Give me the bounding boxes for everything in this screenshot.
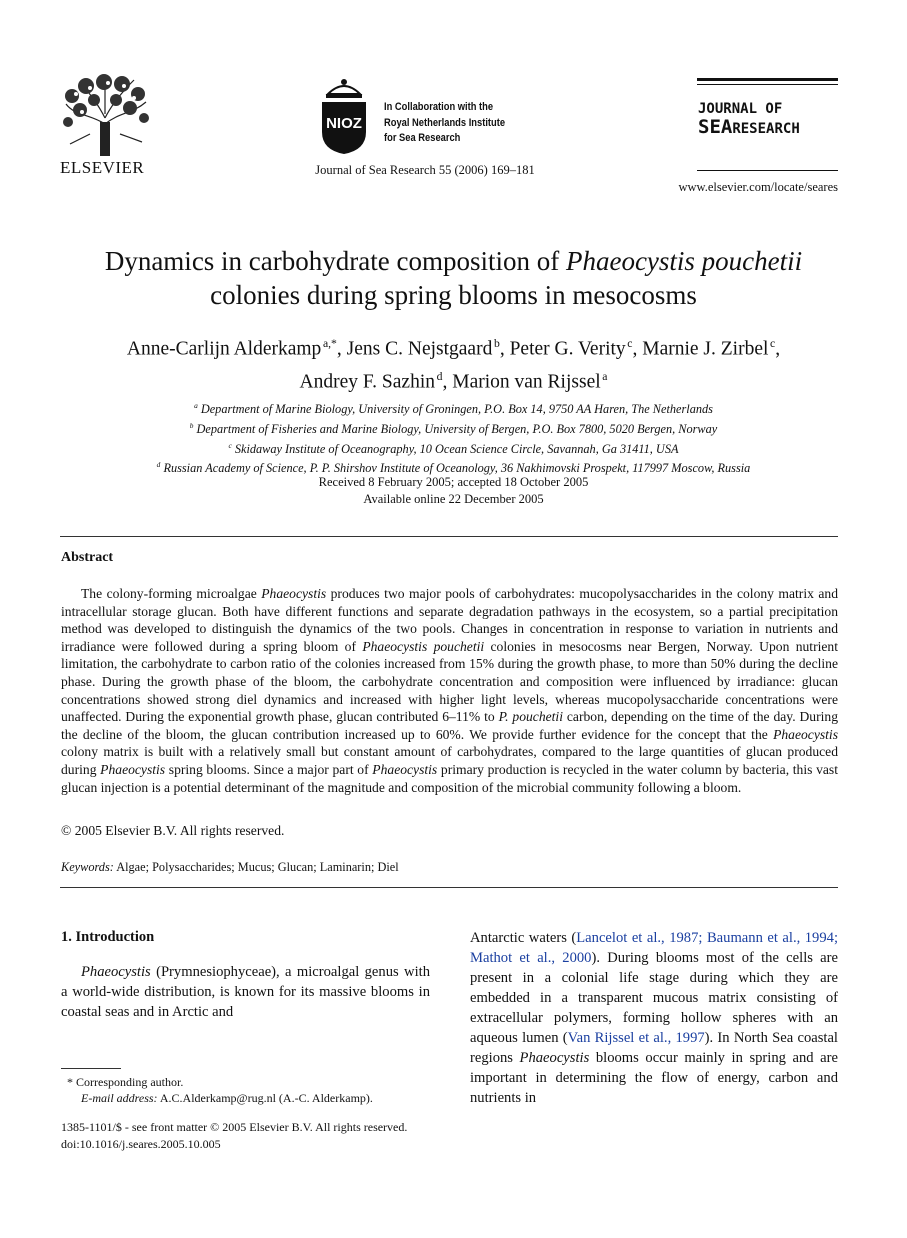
affiliations [60,398,847,477]
affiliation: $^a$ Department of Marine Biology, University of Groningen, P.O. Box 14, 9750 AA Haren, The Netherlands [194,401,713,417]
publisher-name: ELSEVIER [60,158,145,177]
citation-link[interactable]: Lancelot et al., 1987; Baumann et al., 1994; Mathot et al., 2000 [470,930,838,966]
author: Marnie J. Zirbel [642,338,769,360]
author: Marion van Rijssel [452,371,601,392]
front-matter: 1385-1101/$ - see front matter © 2005 Elsevier B.V. All rights reserved. doi:10.1016/j.seares.2005.10.005 [61,1120,408,1151]
journal-citation: Journal of Sea Research 55 (2006) 169–181 [315,163,535,177]
author: Andrey F. Sazhin [299,371,435,392]
nioz-logo [318,76,370,156]
abstract-text: The colony-forming microalgae Phaeocystis produces two major pools of carbohydrates: mucopolysaccharides in the colony matrix and intracellular storage glucan. Both have different functions and separate degradation pathways in the ecosystem, so a partial precipitation method was developed to distinguish the dynamics of the two pools. Changes in concentration in response to variation in nutrients and irradiance were followed during a spring bloom of Phaeocystis pouchetii colonies in mesocosms near Bergen, Norway. Upon nutrient limitation, the carbohydrate to carbon ratio of the colonies increased from 15% during the growth phase, to more than 50% during the decline phase. During the growth phase of the bloom, the carbohydrate concentration and composition were influenced by irradiance: glucan concentrations showed strong diel dynamics and increased with higher light levels, whereas mucopolysaccharide concentrations were unaffected. During the exponential growth phase, glucan contributed 6–11% to P. pouchetii carbon, depending on the time of the day. During the decline of the bloom, the glucan contribution increased up to 60%. We provide further evidence for the concept that the Phaeocystis colony matrix is built with a relatively small but constant amount of carbohydrates, compared to the large quantities of glucan produced during Phaeocystis spring blooms. Since a major part of Phaeocystis primary production is recycled in the water column by bacteria, this vast glucan injection is a potential determinant of the magnitude and composition of the microbial community following a bloom. [61,586,838,795]
abstract-heading: Abstract [61,550,114,565]
collaboration-text: In Collaboration with the Royal Netherlands Institute for Sea Research [384,101,506,144]
copyright: © 2005 Elsevier B.V. All rights reserved. [61,823,285,838]
divider [60,536,838,537]
intro-column-left: Phaeocystis (Prymnesiophyceae), a microalgal genus with a world-wide distribution, is known for its massive blooms in coastal seas and in Arctic and [61,964,430,1020]
affiliation: $^c$ Skidaway Institute of Oceanography, 10 Ocean Science Circle, Savannah, Ga 31411, USA [228,440,679,456]
svg-text:NIOZ: NIOZ [326,115,362,132]
journal-url[interactable]: www.elsevier.com/locate/seares [678,180,838,194]
author: Peter G. Verity [509,338,626,360]
divider [60,887,838,888]
footnote-rule [61,1068,121,1069]
section-heading: 1. Introduction [61,929,155,945]
author-list: Anne-Carlijn Alderkamp $^{a,*}$, Jens C. Nejstgaard $^b$, Peter G. Verity $^c$, Marnie J. Zirbel $^c$, Andrey F. Sazhin $^d$, Marion van Rijssel $^a$ [126,337,781,392]
article-title: Dynamics in carbohydrate composition of Phaeocystis pouchetii colonies during spring blooms in mesocosms [104,246,803,310]
author: Jens C. Nejstgaard [346,338,493,360]
citation-link[interactable]: Van Rijssel et al., 1997 [567,1030,705,1046]
intro-column-right: Antarctic waters (Lancelot et al., 1987; Baumann et al., 1994; Mathot et al., 2000). During blooms most of the cells are present in a colonial life stage during which they are embedded in a transparent mucous matrix consisting of extracellular polymers, forming hollow spheres with an aqueous lumen (Van Rijssel et al., 1997). In North Sea coastal regions Phaeocystis blooms occur mainly in spring and are important in determining the flow of energy, carbon and nutrients in [470,930,838,1106]
affiliation: $^d$ Russian Academy of Science, P. P. Shirshov Institute of Oceanology, 36 Nakhimovski Prospekt, 117997 Moscow, Russia [156,460,751,476]
keywords: Keywords: Algae; Polysaccharides; Mucus; Glucan; Laminarin; Diel [61,860,399,874]
article-dates: Received 8 February 2005; accepted 18 October 2005 Available online 22 December 2005 [318,475,589,506]
affiliation: $^b$ Department of Fisheries and Marine Biology, University of Bergen, P.O. Box 7800, 5020 Bergen, Norway [189,420,718,436]
journal-rule-top [697,78,838,81]
journal-rule-bottom [697,170,838,171]
footnote: * Corresponding author. E-mail address: A.C.Alderkamp@rug.nl (A.-C. Alderkamp). [67,1075,373,1105]
journal-rule-thin [697,84,838,85]
doi[interactable]: doi:10.1016/j.seares.2005.10.005 [61,1137,221,1151]
email-link[interactable]: A.C.Alderkamp@rug.nl (A.-C. Alderkamp). [157,1091,373,1105]
journal-logo: JOURNAL OF SEARESEARCH [698,101,800,138]
author: Anne-Carlijn Alderkamp [126,338,322,360]
